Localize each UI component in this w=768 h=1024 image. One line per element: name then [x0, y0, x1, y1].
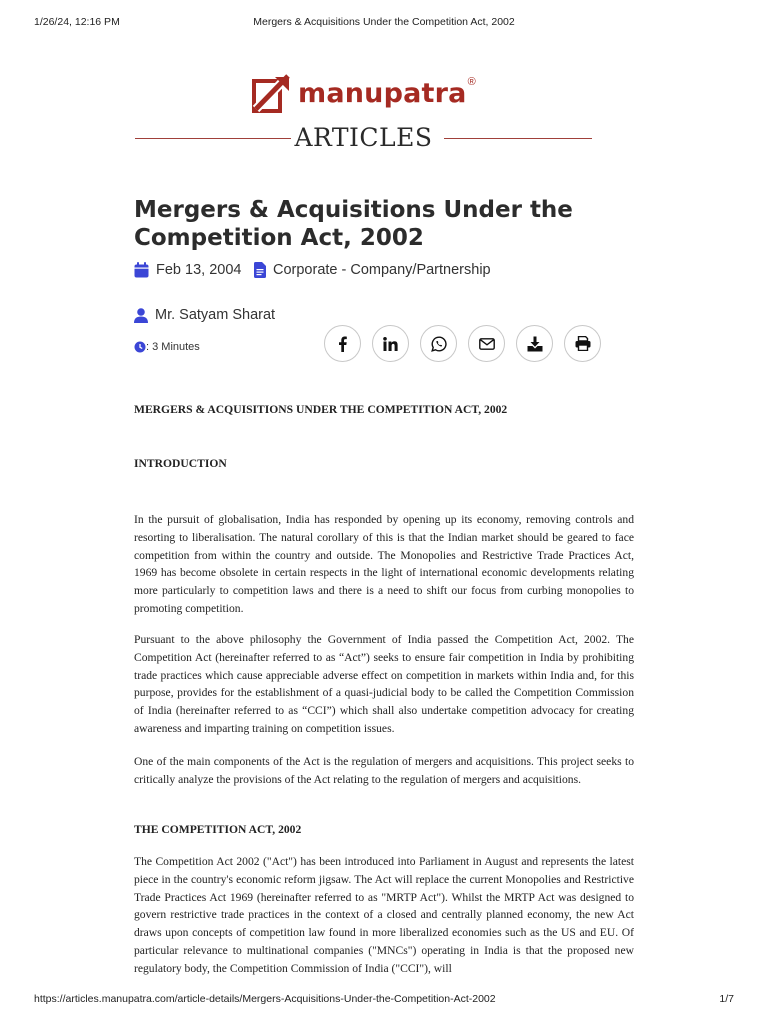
read-time	[134, 341, 200, 353]
print-datetime: 1/26/24, 12:16 PM	[34, 16, 120, 28]
user-icon	[134, 308, 148, 323]
facebook-share-button[interactable]	[324, 325, 361, 362]
print-icon	[575, 336, 591, 351]
email-icon	[479, 338, 495, 350]
linkedin-icon	[383, 337, 398, 351]
paragraph-3: One of the main components of the Act is the regulation of mergers and acquisitions. This project seeks to critically analyze the provisions of the Act relating to the regulation of mergers and acquisitions.	[134, 755, 634, 786]
paragraph-4: The Competition Act 2002 ("Act") has been introduced into Parliament in August and represents the latest piece in the country's economic reform jigsaw. The Act will replace the current Monopolies and Restrictive Trade Practices Act 1969 (hereinafter referred to as "MRTP Act"). Whilst the MRTP Act was designed to govern restrictive trade practices in the context of a closed and centrally planned economy, the new Act draws upon concepts of competition law found in more liberalized economies such as the US and EU. Of particular relevance to multinational companies ("MNCs") operating in India is that the proposed new regulatory body, the Competition Commission of India ("CCI"), will	[134, 855, 634, 975]
paragraph-1: In the pursuit of globalisation, India has responded by opening up its economy, removing controls and resorting to liberalisation. The natural corollary of this is that the Indian market should be geared to face competition from within the country and outside. The Monopolies and Restrictive Trade Practices Act, 1969 has become obsolete in certain respects in the light of international economic developments relating more particularly to competition laws and there is a need to shift our focus from curbing monopolies to promoting competition.	[134, 513, 634, 615]
email-share-button[interactable]	[468, 325, 505, 362]
calendar-icon	[134, 262, 149, 278]
article-author[interactable]	[134, 307, 275, 323]
paragraph-2: Pursuant to the above philosophy the Government of India passed the Competition Act, 2002. The Competition Act (hereinafter referred to as “Act”) seeks to ensure fair competition in India by prohibiting trade practices which cause appreciable adverse effect on competition in markets within India and, for this purpose, provides for the establishment of a quasi-judicial body to be called the Competition Commission of India (hereinafter referred to as “CCI”) which shall also undertake competition advocacy for creating awareness and imparting training on competition issues.	[134, 633, 634, 735]
date-text: Feb 13, 2004	[156, 262, 242, 278]
author-name[interactable]: Mr. Satyam Sharat	[155, 307, 276, 323]
print-page-title: Mergers & Acquisitions Under the Competition Act, 2002	[253, 16, 515, 28]
whatsapp-icon	[431, 336, 447, 352]
article-category[interactable]	[254, 262, 491, 278]
print-button[interactable]	[564, 325, 601, 362]
divider-right	[444, 138, 592, 139]
brand-name: manupatra	[298, 78, 467, 109]
competition-act-heading: THE COMPETITION ACT, 2002	[134, 823, 302, 836]
category-text[interactable]: Corporate - Company/Partnership	[273, 262, 491, 278]
intro-heading: INTRODUCTION	[134, 457, 227, 470]
manupatra-logo-mark-icon	[251, 74, 291, 114]
article-date	[134, 262, 241, 278]
print-url: https://articles.manupatra.com/article-details/Mergers-Acquisitions-Under-the-Competition-Act-2002	[34, 993, 496, 1005]
content-main-heading: MERGERS & ACQUISITIONS UNDER THE COMPETITION ACT, 2002	[134, 403, 508, 416]
read-time-text: : 3 Minutes	[146, 341, 200, 353]
share-toolbar	[324, 325, 612, 362]
articles-section-banner	[135, 121, 592, 155]
print-header	[34, 16, 734, 30]
manupatra-logo[interactable]	[251, 74, 476, 114]
download-button[interactable]	[516, 325, 553, 362]
facebook-icon	[338, 336, 347, 352]
print-page-number: 1/7	[719, 993, 734, 1005]
article-title: Mergers & Acquisitions Under the Competition Act, 2002	[134, 197, 573, 251]
whatsapp-share-button[interactable]	[420, 325, 457, 362]
print-footer	[34, 993, 734, 1007]
linkedin-share-button[interactable]	[372, 325, 409, 362]
section-label: ARTICLES	[294, 123, 433, 152]
clock-icon	[134, 341, 146, 353]
document-icon	[254, 262, 266, 278]
download-icon	[527, 336, 543, 352]
registered-mark: ®	[467, 76, 476, 88]
